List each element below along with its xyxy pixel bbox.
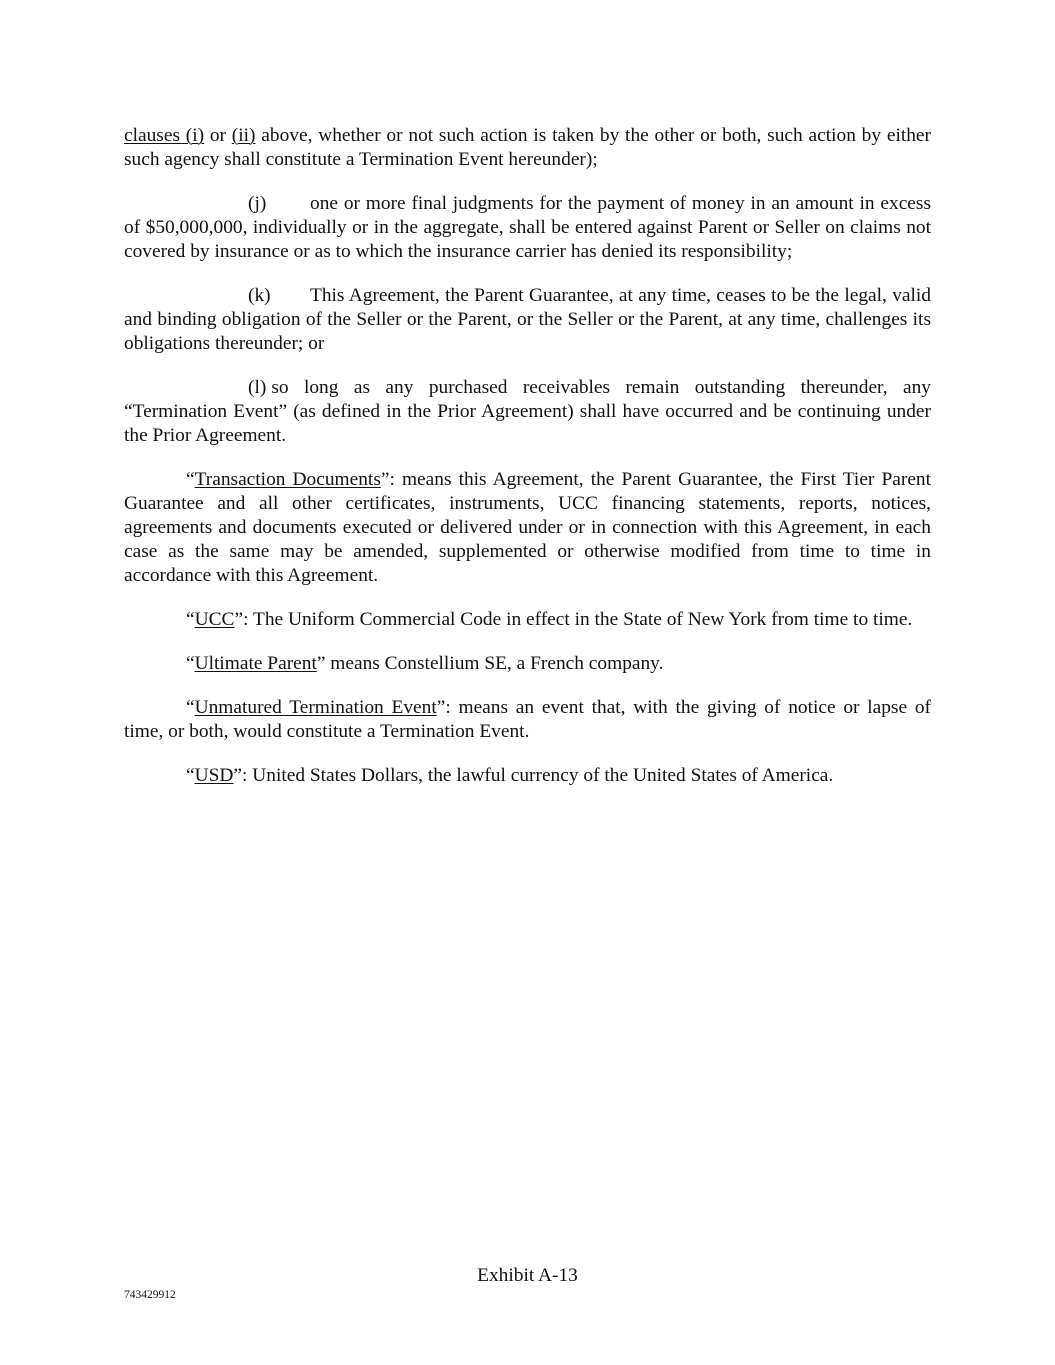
defined-term: Ultimate Parent — [194, 653, 317, 674]
clause-reference-ii: (ii) — [231, 125, 256, 146]
clause-text-j: one or more final judgments for the payment of money in an amount in excess of $50,000,000, individually or in the aggregate, shall be entered against Parent or Seller on claims not covered by insurance or as to which the insurance carrier has denied its responsibility; — [124, 193, 931, 262]
clause-label-k: (k) — [248, 285, 271, 306]
defined-term: UCC — [194, 609, 235, 630]
definition-text: ”: United States Dollars, the lawful currency of the United States of America. — [233, 765, 834, 786]
clause-item-k — [124, 284, 931, 356]
defined-term: USD — [194, 765, 234, 786]
definition-ucc — [124, 608, 931, 632]
defined-term: Transaction Documents — [194, 469, 381, 490]
conjunction-text: or — [204, 125, 232, 146]
open-quote: “ — [186, 653, 195, 674]
definition-text: ”: means an event that, with the giving of notice or lapse of time, or both, would constitute a Termination Event. — [124, 697, 931, 742]
clause-text-l: so long as any purchased receivables remain outstanding thereunder, any “Termination Event” (as defined in the Prior Agreement) shall have occurred and be continuing under the Prior Agreement. — [124, 377, 931, 446]
open-quote: “ — [186, 765, 195, 786]
clause-label-l: (l) — [248, 377, 267, 398]
definition-text: ”: means this Agreement, the Parent Guarantee, the First Tier Parent Guarantee and all other certificates, instruments, UCC financing statements, reports, notices, agreements and documents executed or delivered under or in connection with this Agreement, in each case as the same may be amended, supplemented or otherwise modified from time to time in accordance with this Agreement. — [124, 469, 932, 586]
definition-text: ” means Constellium SE, a French company. — [316, 653, 664, 674]
clause-reference-i: clauses (i) — [124, 125, 205, 146]
defined-term: Unmatured Termination Event — [194, 697, 437, 718]
definition-unmatured-termination-event — [124, 696, 931, 744]
open-quote: “ — [186, 609, 195, 630]
clause-label-j: (j) — [248, 193, 267, 214]
definition-ultimate-parent — [124, 652, 931, 676]
definition-text: ”: The Uniform Commercial Code in effect in the State of New York from time to time. — [234, 609, 913, 630]
clause-text-k: This Agreement, the Parent Guarantee, at any time, ceases to be the legal, valid and binding obligation of the Seller or the Parent, or the Seller or the Parent, at any time, challenges its obligations thereunder; or — [124, 285, 931, 354]
definition-transaction-documents — [124, 468, 931, 588]
open-quote: “ — [186, 697, 195, 718]
clause-item-j — [124, 192, 931, 264]
page-footer-label: Exhibit A-13 — [477, 1265, 578, 1286]
continuation-paragraph — [124, 124, 931, 172]
open-quote: “ — [186, 469, 195, 490]
document-body — [124, 124, 931, 808]
continuation-text: above, whether or not such action is taken by the other or both, such action by either such agency shall constitute a Termination Event hereunder); — [124, 125, 931, 170]
definition-usd — [124, 764, 931, 788]
clause-item-l — [124, 376, 931, 448]
document-id: 743429912 — [124, 1289, 176, 1301]
